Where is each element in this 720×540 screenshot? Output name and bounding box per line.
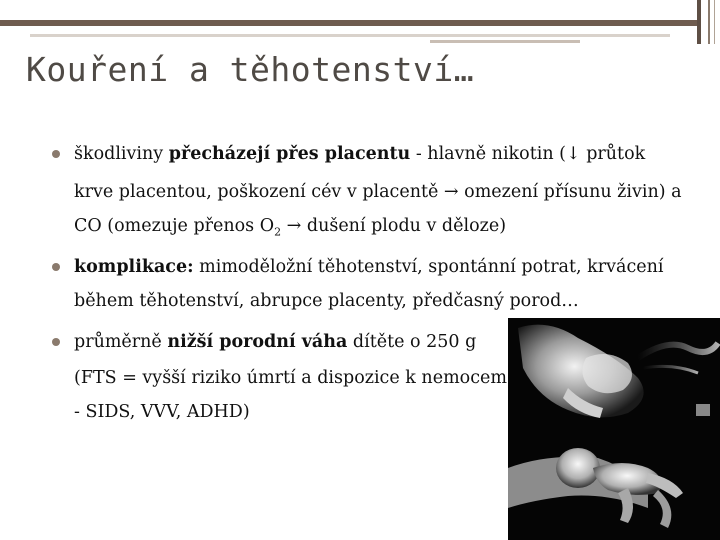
photo-illustration <box>508 318 720 540</box>
bullet-3-line-1: průměrně nižší porodní váha dítěte o 250 g <box>74 332 477 352</box>
bullet-1-line-1: škodliviny přecházejí přes placentu - hlavně nikotin (↓ průtok <box>74 144 646 164</box>
bullet-3-line-2: (FTS = vyšší riziko úmrtí a dispozice k nemocem <box>74 368 507 388</box>
slide-title: Kouření a těhotenství… <box>26 50 475 89</box>
bullet-3-line-3: - SIDS, VVV, ADHD) <box>74 402 250 422</box>
bullet-marker <box>52 263 60 271</box>
pregnant-smoker-and-baby-photo <box>508 318 720 540</box>
bullet-1-line-2: krve placentou, poškození cév v placentě → omezení přísunu živin) a <box>74 182 682 202</box>
bullet-marker <box>52 338 60 346</box>
bullet-marker <box>52 150 60 158</box>
bullet-2-line-2: během těhotenství, abrupce placenty, předčasný porod… <box>74 291 579 311</box>
bullet-2-line-1: komplikace: mimoděložní těhotenství, spontánní potrat, krvácení <box>74 257 664 277</box>
bullet-1-line-3: CO (omezuje přenos $O_2$ → dušení plodu v děloze) <box>74 216 507 239</box>
